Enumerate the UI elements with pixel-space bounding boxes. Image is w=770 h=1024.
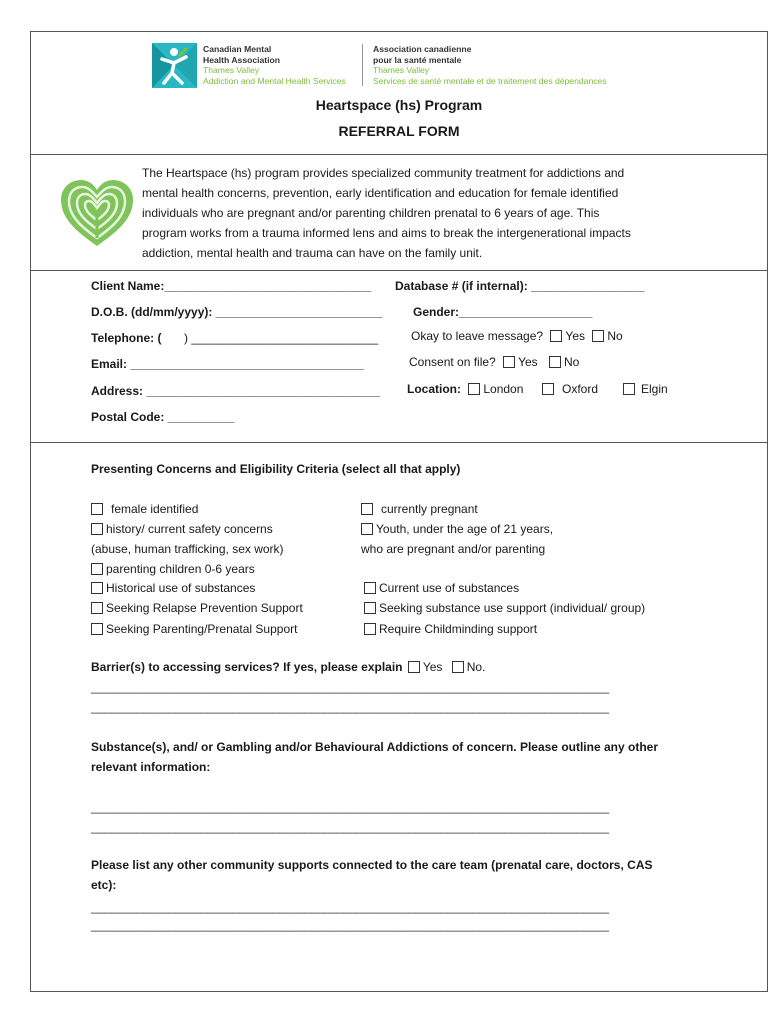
program-title: Heartspace (hs) Program [315,97,483,113]
database-field[interactable]: Database # (if internal): _________________ [395,279,645,293]
location-oxford-option [542,382,598,396]
address-field[interactable]: Address: ___________________________________ [91,384,380,398]
email-field[interactable]: Email: ___________________________________ [91,357,364,371]
consent-yes-checkbox[interactable] [503,356,515,368]
barriers-question: Barrier(s) to accessing services? If yes, please explain [91,660,403,674]
concern-current [364,581,519,595]
barriers-line-2[interactable]: ________________________________________________________________________________ [91,700,609,714]
parenting-label: parenting children 0-6 years [106,562,255,576]
heart-maze-icon [59,178,135,248]
leave-message-row [411,329,623,343]
concern-relapse [91,601,303,615]
location-elgin-checkbox[interactable] [623,383,635,395]
supports-line-1[interactable]: ________________________________________________________________________________ [91,900,609,914]
historical-checkbox[interactable] [91,582,103,594]
form-title: REFERRAL FORM [338,123,460,139]
divider [31,154,767,155]
consent-no-checkbox[interactable] [549,356,561,368]
concern-youth [361,522,553,536]
youth-checkbox[interactable] [361,523,373,535]
safety-label: history/ current safety concerns [106,522,273,536]
substances-line-1[interactable]: ________________________________________________________________________________ [91,800,609,814]
org-name-en: Canadian Mental Health Association Thames Valley Addiction and Mental Health Services [203,44,346,86]
supports-line-2[interactable]: ________________________________________________________________________________ [91,918,609,932]
location-london-label: London [483,382,524,396]
parenting-checkbox[interactable] [91,563,103,575]
telephone-field[interactable]: ) ____________________________ [184,331,379,345]
historical-label: Historical use of substances [106,581,256,595]
childminding-label: Require Childminding support [379,622,538,636]
leave-message-question: Okay to leave message? [411,329,544,343]
youth-subtext: who are pregnant and/or parenting [361,542,546,556]
message-yes-checkbox[interactable] [550,330,562,342]
message-no-checkbox[interactable] [592,330,604,342]
barriers-yes-label: Yes [422,660,443,674]
consent-question: Consent on file? [409,355,496,369]
telephone-label: Telephone: ( [91,331,162,345]
message-no-label: No [607,329,623,343]
dob-field[interactable]: D.O.B. (dd/mm/yyyy): _________________________ [91,305,383,319]
consent-yes-label: Yes [518,355,538,369]
supports-question-cont: etc): [91,878,117,892]
location-row [407,382,523,396]
location-elgin-option [623,382,668,396]
referral-form-page [30,31,768,992]
postal-code-field[interactable]: Postal Code: __________ [91,410,235,424]
substance-support-checkbox[interactable] [364,602,376,614]
youth-label: Youth, under the age of 21 years, [376,522,554,536]
consent-no-label: No [564,355,580,369]
location-oxford-checkbox[interactable] [542,383,554,395]
client-name-field[interactable]: Client Name:_______________________________ [91,279,372,293]
concern-historical [91,581,255,595]
gender-field[interactable]: Gender:____________________ [413,305,593,319]
concern-parenting [91,562,255,576]
concern-substance-support [364,601,645,615]
childminding-checkbox[interactable] [364,623,376,635]
parenting-support-checkbox[interactable] [91,623,103,635]
location-london-checkbox[interactable] [468,383,480,395]
current-label: Current use of substances [379,581,520,595]
supports-question: Please list any other community supports connected to the care team (prenatal care, doctors, CAS [91,858,653,872]
location-elgin-label: Elgin [641,382,668,396]
concern-female [91,502,198,516]
cmha-logo-icon [152,43,197,88]
consent-row [409,355,579,369]
concern-childminding [364,622,537,636]
relapse-label: Seeking Relapse Prevention Support [106,601,303,615]
barriers-line-1[interactable]: ________________________________________________________________________________ [91,680,609,694]
safety-subtext: (abuse, human trafficking, sex work) [91,542,284,556]
pregnant-label: currently pregnant [381,502,478,516]
female-checkbox[interactable] [91,503,103,515]
concern-safety [91,522,273,536]
substance-support-label: Seeking substance use support (individual/ group) [379,601,646,615]
female-label: female identified [111,502,199,516]
concerns-heading: Presenting Concerns and Eligibility Criteria (select all that apply) [91,462,461,476]
barriers-no-checkbox[interactable] [452,661,464,673]
concern-pregnant [361,502,478,516]
barriers-row [91,660,485,674]
safety-checkbox[interactable] [91,523,103,535]
divider [31,270,767,271]
substances-question: Substance(s), and/ or Gambling and/or Behavioural Addictions of concern. Please outline any other [91,740,658,754]
relapse-checkbox[interactable] [91,602,103,614]
current-checkbox[interactable] [364,582,376,594]
location-label: Location: [407,382,461,396]
substances-line-2[interactable]: ________________________________________________________________________________ [91,820,609,834]
barriers-yes-checkbox[interactable] [408,661,420,673]
intro-paragraph: The Heartspace (hs) program provides specialized community treatment for addictions and mental health concerns, prevention, early identification and education for female identified individuals who are pregnant and/or parenting children prenatal to 6 years of age. This program works from a trauma informed lens and aims to break the intergenerational impacts addiction, mental health and trauma can have on the family unit. [142,166,631,260]
substances-question-cont: relevant information: [91,760,211,774]
message-yes-label: Yes [565,329,585,343]
logo-divider [362,44,363,86]
parenting-support-label: Seeking Parenting/Prenatal Support [106,622,298,636]
concern-parenting-support [91,622,297,636]
pregnant-checkbox[interactable] [361,503,373,515]
org-name-fr: Association canadienne pour la santé mentale Thames Valley Services de santé mentale et de traitement des dépendances [373,44,607,86]
divider [31,442,767,443]
location-oxford-label: Oxford [562,382,599,396]
barriers-no-label: No. [466,660,486,674]
